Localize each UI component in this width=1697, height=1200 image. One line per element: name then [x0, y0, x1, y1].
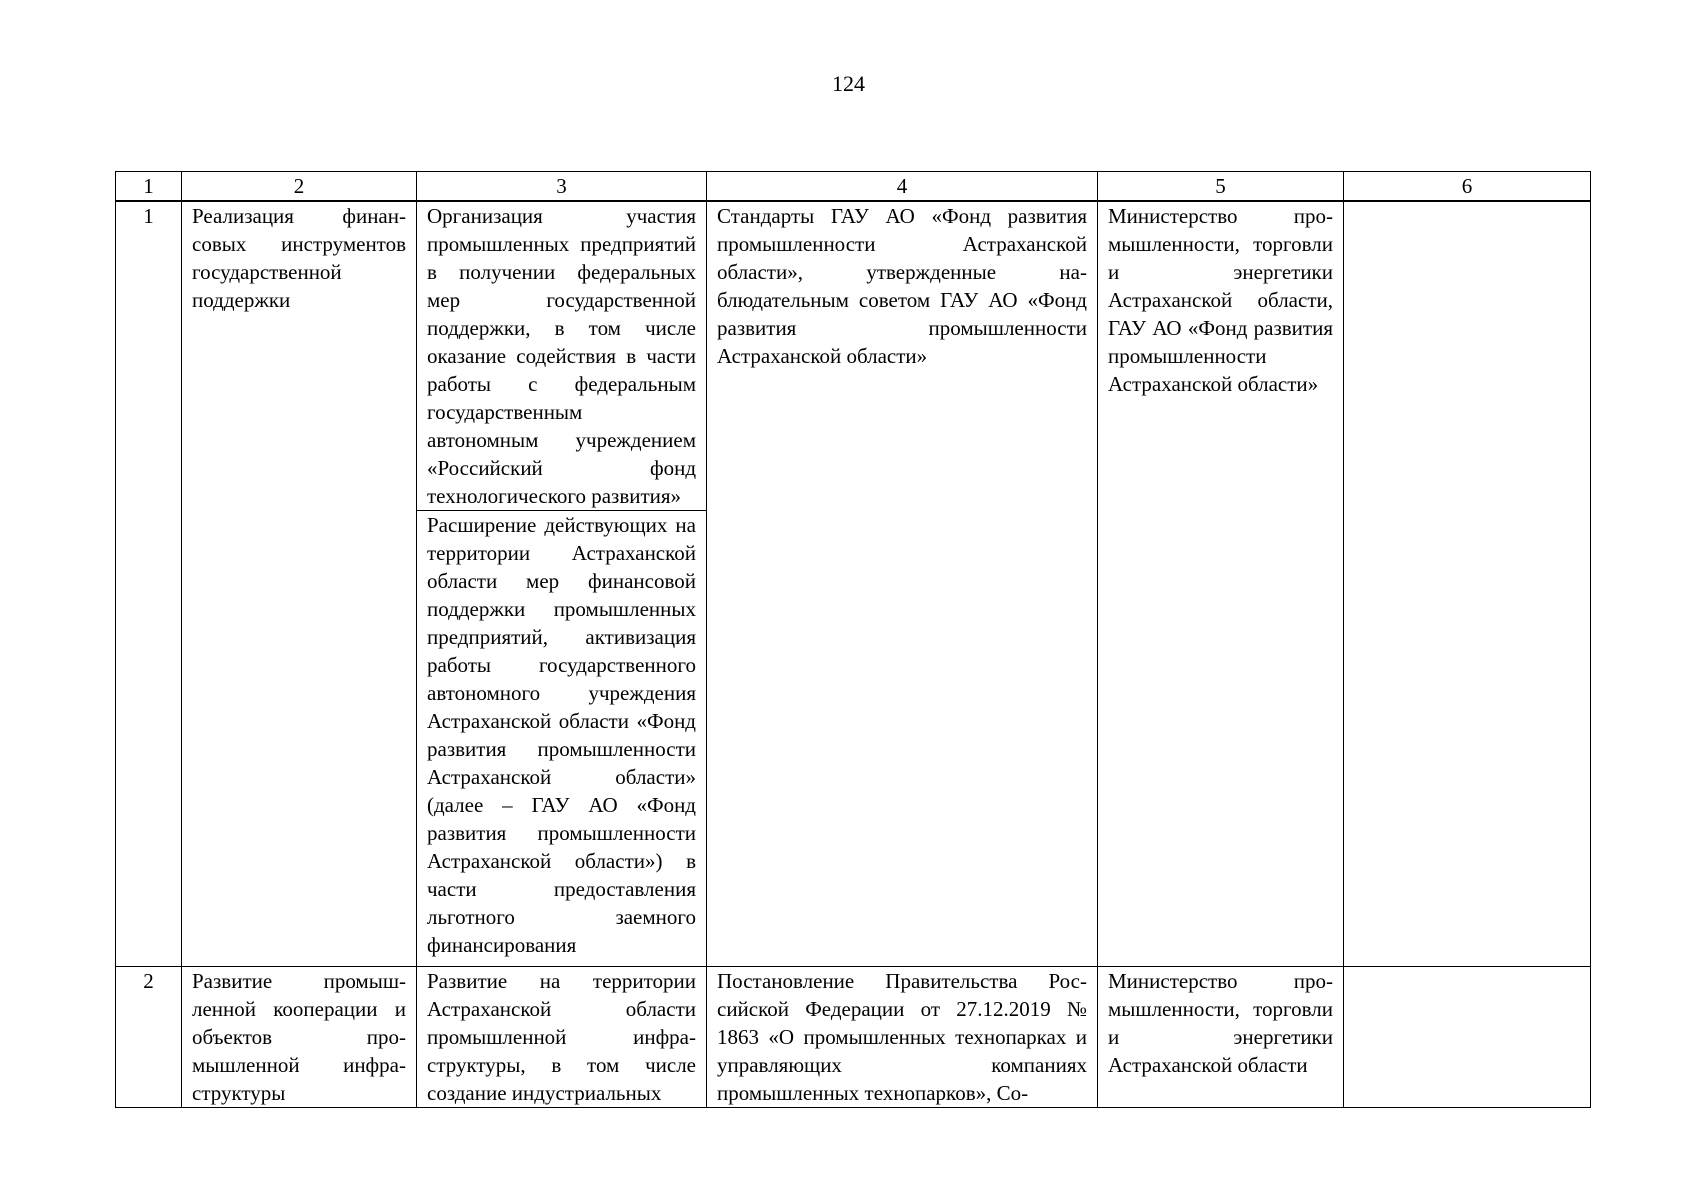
task-text: Развитие промышленной кооперации и объектов промышленной инфраструктуры [192, 969, 406, 1105]
task-text: Реализация финансовых инструментов государственной поддержки [192, 204, 406, 312]
activity-text: Организация участия промышленных предприятий в получении федеральных мер государственной поддержки, в том числе оказание содействия в части работы с федеральным государственным автономным учреждением «Российский фонд технологического развития» [427, 204, 696, 508]
row-number: 1 [116, 201, 182, 967]
activity-text: Развитие на территории Астраханской области промышленной инфраструктуры, в том числе создание индустриальных [427, 969, 696, 1105]
documents-text: Стандарты ГАУ АО «Фонд развития промышленности Астраханской области», утвержденные наблюдательным советом ГАУ АО «Фонд развития промышленности Астраханской области» [717, 204, 1087, 368]
column-6-cell [1344, 201, 1591, 967]
column-header-1: 1 [116, 172, 182, 202]
documents-cell [707, 967, 1098, 1108]
table-row [116, 201, 1591, 511]
activity-cell [417, 201, 707, 511]
activity-cell [417, 511, 707, 967]
column-header-6: 6 [1344, 172, 1591, 202]
page-number: 124 [832, 71, 865, 96]
executors-cell [1098, 967, 1344, 1108]
task-cell [182, 967, 417, 1108]
column-header-4: 4 [707, 172, 1098, 202]
table-header-row [116, 172, 1591, 202]
measures-table [115, 171, 1591, 1108]
documents-text: Постановление Правительства Российской Федерации от 27.12.2019 № 1863 «О промышленных технопарках и управляющих компаниях промышленных технопарков», Со- [717, 969, 1087, 1105]
executors-cell [1098, 201, 1344, 967]
task-cell [182, 201, 417, 967]
column-header-5: 5 [1098, 172, 1344, 202]
executors-text: Министерство промышленности, торговли и энергетики Астраханской области, ГАУ АО «Фонд развития промышленности Астраханской области» [1108, 204, 1333, 396]
column-6-cell [1344, 967, 1591, 1108]
column-header-2: 2 [182, 172, 417, 202]
activity-cell [417, 967, 707, 1108]
table-row [116, 967, 1591, 1108]
activity-text: Расширение действующих на территории Астраханской области мер финансовой поддержки промышленных предприятий, активизация работы государственного автономного учреждения Астраханской области «Фонд развития промышленности Астраханской области» (далее – ГАУ АО «Фонд развития промышленности Астраханской области») в части предоставления льготного заемного финансирования [427, 513, 696, 957]
row-number: 2 [116, 967, 182, 1108]
documents-cell [707, 201, 1098, 967]
column-header-3: 3 [417, 172, 707, 202]
executors-text: Министерство промышленности, торговли и энергетики Астраханской области [1108, 969, 1333, 1077]
